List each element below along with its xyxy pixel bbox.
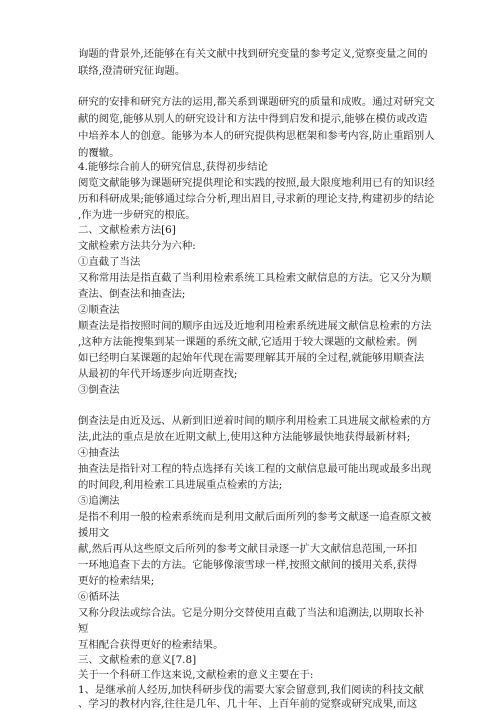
sub-heading: ①直截了当法 [78,256,141,268]
text-line: 是指不利用一般的检索系统而是利用文献后面所列的参考文献逐一追查原文被 [78,511,432,523]
text-line: 文献检索方法共分为六种: [78,240,196,252]
text-line: 的覆辙。 [78,147,120,159]
text-line: 献的阅览,能够从别人的研究设计和方法中得到启发和提示,能够在模仿或改造 [78,113,428,125]
text-line: 互相配合获得更好的检索结果。 [78,639,224,651]
sub-heading: ④抽查法 [78,447,120,459]
text-line: 一环地追查下去的方法。它能够像滚雪球一样,按照文献间的援用关系,获得 [78,559,418,571]
section-heading: 二、文献检索方法[6] [78,224,176,236]
sub-heading: ⑤追溯法 [78,495,120,507]
sub-heading: ⑥循环法 [78,591,120,603]
text-line: 抽查法是指针对工程的特点选择有关该工程的文献信息最可能出现或最多出现 [78,463,432,475]
sub-heading: ②顺查法 [78,304,120,316]
text-line: 的时间段,利用检索工具进展重点检索的方法; [78,479,283,491]
text-line: 、学习的教材内容,往往是几年、几十年、上百年前的觉察或研究成果,而这 [78,698,418,710]
text-line: 查法、倒查法和抽查法; [78,288,186,300]
text-line: 从最初的年代开场逐步向近期查找; [78,368,238,380]
text-line: 联络,澄清研究征询题。 [78,65,186,77]
text-line: 又称分段法或综合法。它是分期分交替使用直截了当法和追溯法,以期取长补 [78,607,425,619]
text-line: 又称常用法是指直截了当利用检索系统工具检索文献信息的方法。它又分为顺 [78,272,432,284]
text-line: 顺查法是指按照时间的顺序由远及近地利用检索系统进展文献信息检索的方法 [78,320,432,332]
section-heading: 三、文献检索的意义[7.8] [78,654,197,666]
text-line: ,这种方法能搜集到某一课题的系统文献,它适用于较大课题的文献检索。例 [78,336,418,348]
text-line: 阅览文献能够为课题研究提供理论和实践的按照,最大限度地利用已有的知识经 [78,177,435,189]
text-line: 关于一个科研工作这来说,文献检索的意义主要在于: [78,669,314,681]
text-line: 中培养本人的创意。能够为本人的研究提供构思框架和参考内容,防止重蹈别人 [78,130,435,142]
text-line: 献,然后再从这些原文后所列的参考文献目录逐一扩大文献信息范围,一环扣 [78,543,418,555]
sub-heading: ③倒查法 [78,384,120,396]
text-line: 1、是继承前人经历,加快科研步伐的需要大家会留意到,我们阅读的科技文献 [78,684,424,696]
text-line: 如已经明白某课题的起始年代现在需要理解其开展的全过程,就能够用顺查法 [78,352,425,364]
text-line: 询题的背景外,还能够在有关文献中找到研究变量的参考定义,觉察变量之间的 [78,48,428,60]
text-line: 短 [78,623,89,635]
text-line: 更好的检索结果; [78,575,155,587]
text-line: 研究的安排和研究方法的运用,都关系到课题研究的质量和成败。通过对研究文 [78,96,435,108]
text-line: 历和科研成果;能够通过综合分析,理出眉目,寻求新的理论支持,构建初步的结论 [78,193,435,205]
text-line: ,作为进一步研究的根底。 [78,209,196,221]
section-heading: 4.能够综合前人的研究信息,获得初步结论 [78,161,268,173]
text-line: 援用文 [78,527,110,539]
text-line: 法,此法的重点是放在近期文献上,使用这种方法能够最快地获得最新材料; [78,431,411,443]
text-line: 倒查法是由近及远、从新到旧逆着时间的顺序利用检索工具进展文献检索的方 [78,415,432,427]
